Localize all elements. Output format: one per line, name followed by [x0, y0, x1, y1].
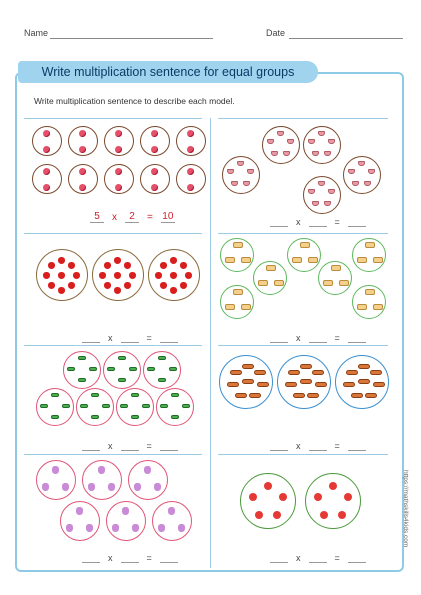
sausage-icon: [249, 393, 261, 398]
sausage-icon: [235, 393, 247, 398]
row-separator: [218, 118, 388, 119]
candy-icon: [182, 404, 190, 408]
bear-icon: [62, 483, 69, 491]
answer-blank[interactable]: [309, 441, 327, 451]
candy-icon: [80, 404, 88, 408]
sausage-icon: [370, 370, 382, 375]
candy-icon: [89, 367, 97, 371]
berry-icon: [104, 262, 111, 269]
cup-icon: [348, 169, 355, 174]
equals-sign: =: [146, 553, 152, 563]
apple-icon: [320, 511, 328, 519]
cup-icon: [368, 169, 375, 174]
answer-blank[interactable]: [160, 441, 178, 451]
answer-blank[interactable]: [309, 553, 327, 563]
equals-sign: =: [334, 333, 340, 343]
candy-icon: [118, 356, 126, 360]
sausage-icon: [230, 370, 242, 375]
bear-icon: [98, 466, 105, 474]
answer-blank[interactable]: [309, 333, 327, 343]
bread-icon: [373, 304, 383, 310]
berry-icon: [170, 272, 177, 279]
berry-icon: [68, 262, 75, 269]
example-product: 10: [162, 211, 174, 222]
cup-icon: [308, 189, 315, 194]
candy-icon: [131, 415, 139, 419]
rose-icon: [151, 168, 158, 175]
candy-icon: [62, 404, 70, 408]
example-factor-a: 5: [90, 211, 104, 223]
website-text: https://mathskills4kids.com: [402, 470, 409, 548]
rose-icon: [43, 130, 50, 137]
bread-icon: [300, 242, 310, 248]
berry-icon: [114, 272, 121, 279]
bear-icon: [112, 524, 119, 532]
candy-icon: [107, 367, 115, 371]
bear-icon: [86, 524, 93, 532]
candy-icon: [91, 393, 99, 397]
sausage-icon: [288, 370, 300, 375]
bread-icon: [266, 265, 276, 271]
apple-icon: [338, 511, 346, 519]
answer-blank[interactable]: [348, 441, 366, 451]
cup-icon: [364, 181, 371, 186]
bear-icon: [178, 524, 185, 532]
cup-icon: [312, 201, 319, 206]
bear-icon: [108, 483, 115, 491]
example-sentence: [88, 211, 177, 223]
sausage-icon: [346, 370, 358, 375]
candy-icon: [51, 393, 59, 397]
rose-icon: [187, 168, 194, 175]
berry-icon: [73, 272, 80, 279]
row-separator: [218, 454, 388, 455]
answer-blank[interactable]: [309, 217, 327, 227]
page-title: Write multiplication sentence for equal groups: [41, 65, 295, 79]
cup-icon: [324, 151, 331, 156]
rose-icon: [115, 130, 122, 137]
bear-icon: [88, 483, 95, 491]
times-sign: x: [296, 441, 301, 451]
bread-icon: [233, 289, 243, 295]
times-sign: x: [108, 553, 113, 563]
answer-blank[interactable]: [348, 217, 366, 227]
berry-icon: [160, 282, 167, 289]
equals-sign: =: [334, 441, 340, 451]
instruction-text: Write multiplication sentence to describe each model.: [34, 96, 235, 106]
bread-icon: [241, 257, 251, 263]
cup-icon: [243, 181, 250, 186]
cup-icon: [283, 151, 290, 156]
sausage-icon: [358, 379, 370, 384]
bear-icon: [66, 524, 73, 532]
sausage-icon: [312, 370, 324, 375]
equals-sign: =: [146, 441, 152, 451]
cup-icon: [324, 201, 331, 206]
bear-icon: [76, 507, 83, 515]
answer-blank[interactable]: [348, 333, 366, 343]
sausage-icon: [307, 393, 319, 398]
bread-icon: [225, 257, 235, 263]
bread-icon: [292, 257, 302, 263]
candy-icon: [78, 356, 86, 360]
bear-icon: [122, 507, 129, 515]
rose-icon: [115, 168, 122, 175]
bread-icon: [357, 304, 367, 310]
cup-icon: [287, 139, 294, 144]
bread-icon: [274, 280, 284, 286]
bear-icon: [158, 524, 165, 532]
cup-icon: [352, 181, 359, 186]
title-banner: [18, 61, 318, 83]
bread-icon: [241, 304, 251, 310]
berry-icon: [48, 262, 55, 269]
candy-icon: [171, 393, 179, 397]
answer-blank[interactable]: [270, 441, 288, 451]
equals-sign: =: [334, 217, 340, 227]
sausage-icon: [358, 364, 370, 369]
answer-blank[interactable]: [121, 333, 139, 343]
row-separator: [218, 233, 388, 234]
row-separator: [24, 233, 202, 234]
berry-icon: [58, 272, 65, 279]
cup-icon: [267, 139, 274, 144]
bread-icon: [331, 265, 341, 271]
times-sign: x: [296, 333, 301, 343]
times-sign: x: [108, 333, 113, 343]
rose-icon: [43, 168, 50, 175]
times-sign: x: [112, 212, 117, 223]
example-factor-b: 2: [125, 211, 139, 223]
rose-icon: [151, 130, 158, 137]
sausage-icon: [300, 364, 312, 369]
bear-icon: [144, 466, 151, 474]
bread-icon: [357, 257, 367, 263]
candy-icon: [120, 404, 128, 408]
answer-blank[interactable]: [348, 553, 366, 563]
berry-icon: [180, 262, 187, 269]
bear-icon: [132, 524, 139, 532]
equals-sign: =: [146, 333, 152, 343]
candy-icon: [147, 367, 155, 371]
times-sign: x: [296, 217, 301, 227]
multiplication-sentence: [80, 441, 180, 451]
candy-icon: [102, 404, 110, 408]
multiplication-sentence: [268, 217, 368, 227]
candy-icon: [51, 415, 59, 419]
bread-icon: [225, 304, 235, 310]
answer-blank[interactable]: [82, 553, 100, 563]
cup-icon: [227, 169, 234, 174]
bread-icon: [323, 280, 333, 286]
candy-icon: [129, 367, 137, 371]
sausage-icon: [365, 393, 377, 398]
name-label: Name: [24, 28, 49, 38]
equals-sign: =: [147, 212, 153, 223]
date-field[interactable]: [289, 38, 403, 39]
multiplication-sentence: [80, 333, 180, 343]
berry-icon: [114, 287, 121, 294]
apple-icon: [279, 493, 287, 501]
bear-icon: [42, 483, 49, 491]
row-separator: [218, 345, 388, 346]
multiplication-sentence: [268, 553, 368, 563]
candy-icon: [67, 367, 75, 371]
berry-icon: [185, 272, 192, 279]
banner-dash: [362, 72, 384, 74]
cup-icon: [271, 151, 278, 156]
name-field[interactable]: [50, 38, 213, 39]
cup-icon: [312, 151, 319, 156]
candy-icon: [131, 393, 139, 397]
cup-icon: [231, 181, 238, 186]
rose-icon: [79, 168, 86, 175]
date-label: Date: [266, 28, 286, 38]
berry-icon: [48, 282, 55, 289]
berry-icon: [170, 287, 177, 294]
bread-icon: [365, 289, 375, 295]
apple-icon: [273, 511, 281, 519]
bear-icon: [168, 507, 175, 515]
sausage-icon: [351, 393, 363, 398]
column-separator: [210, 118, 211, 568]
answer-blank[interactable]: [82, 441, 100, 451]
rose-icon: [187, 130, 194, 137]
candy-icon: [158, 378, 166, 382]
candy-icon: [91, 415, 99, 419]
sausage-icon: [254, 370, 266, 375]
bread-icon: [373, 257, 383, 263]
multiplication-sentence: [80, 553, 180, 563]
times-sign: x: [296, 553, 301, 563]
berry-icon: [58, 287, 65, 294]
berry-icon: [124, 262, 131, 269]
candy-icon: [171, 415, 179, 419]
sausage-icon: [343, 382, 355, 387]
answer-blank[interactable]: [121, 553, 139, 563]
candy-icon: [78, 378, 86, 382]
apple-icon: [344, 493, 352, 501]
sausage-icon: [293, 393, 305, 398]
berry-icon: [129, 272, 136, 279]
sausage-icon: [300, 379, 312, 384]
sausage-icon: [315, 382, 327, 387]
row-separator: [24, 118, 202, 119]
answer-blank[interactable]: [82, 333, 100, 343]
cup-icon: [247, 169, 254, 174]
row-separator: [24, 345, 202, 346]
bear-icon: [52, 466, 59, 474]
sausage-icon: [285, 382, 297, 387]
cup-icon: [308, 139, 315, 144]
candy-icon: [142, 404, 150, 408]
sausage-icon: [242, 364, 254, 369]
candy-icon: [118, 378, 126, 382]
cup-icon: [328, 139, 335, 144]
multiplication-sentence: [268, 333, 368, 343]
answer-blank[interactable]: [270, 553, 288, 563]
answer-blank[interactable]: [270, 333, 288, 343]
answer-blank[interactable]: [160, 553, 178, 563]
berry-icon: [104, 282, 111, 289]
bread-icon: [339, 280, 349, 286]
rose-icon: [79, 130, 86, 137]
multiplication-sentence: [268, 441, 368, 451]
candy-icon: [40, 404, 48, 408]
answer-blank[interactable]: [160, 333, 178, 343]
answer-blank[interactable]: [270, 217, 288, 227]
banner-dash: [332, 72, 354, 74]
sausage-icon: [242, 379, 254, 384]
bear-icon: [134, 483, 141, 491]
bread-icon: [258, 280, 268, 286]
apple-icon: [255, 511, 263, 519]
times-sign: x: [108, 441, 113, 451]
sausage-icon: [227, 382, 239, 387]
sausage-icon: [373, 382, 385, 387]
sausage-icon: [257, 382, 269, 387]
bear-icon: [154, 483, 161, 491]
bread-icon: [365, 242, 375, 248]
candy-icon: [158, 356, 166, 360]
cup-icon: [328, 189, 335, 194]
candy-icon: [160, 404, 168, 408]
row-separator: [24, 454, 202, 455]
bread-icon: [233, 242, 243, 248]
candy-icon: [169, 367, 177, 371]
bread-icon: [308, 257, 318, 263]
equals-sign: =: [334, 553, 340, 563]
answer-blank[interactable]: [121, 441, 139, 451]
berry-icon: [160, 262, 167, 269]
